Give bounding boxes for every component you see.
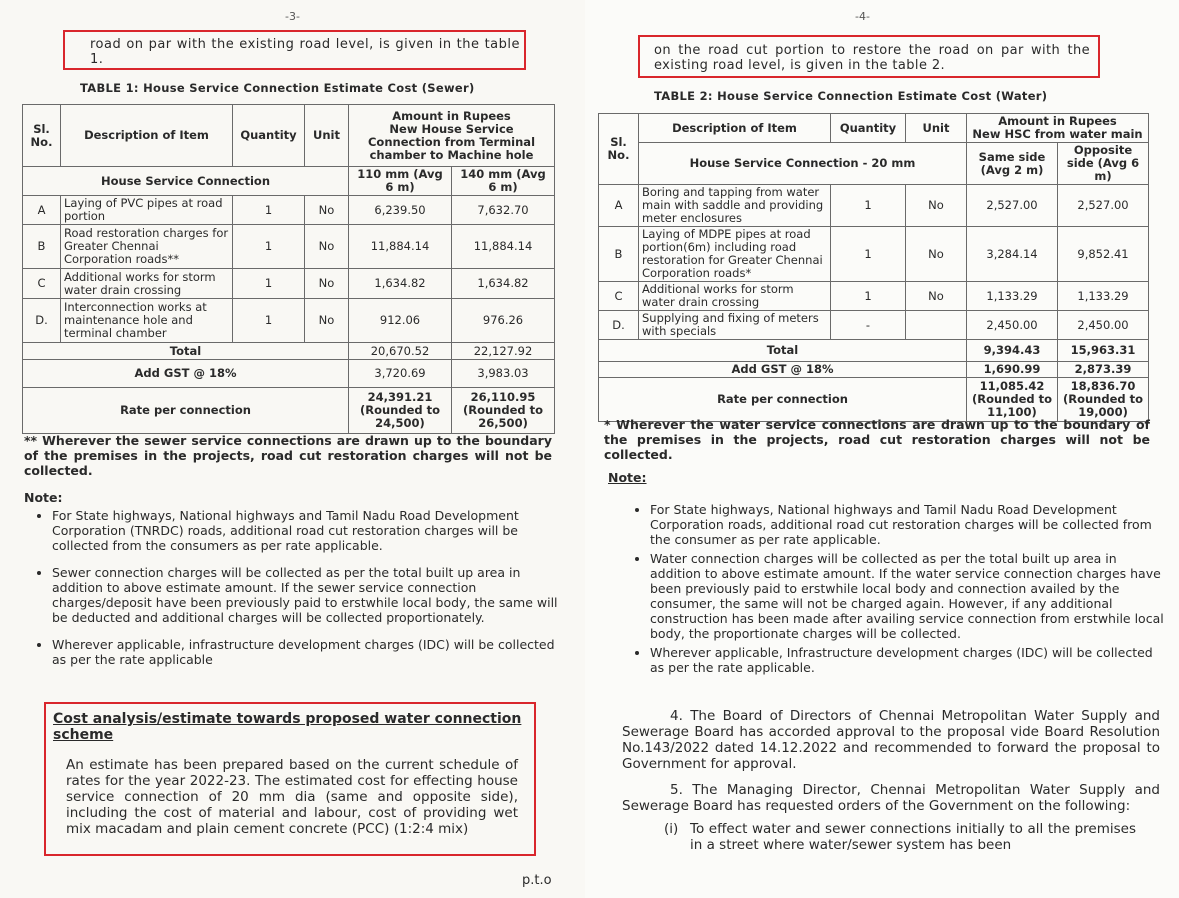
- cost-heading: Cost analysis/estimate towards proposed water connection scheme: [53, 711, 522, 743]
- gst-opposite: 2,873.39: [1058, 362, 1149, 378]
- row-quantity: 1: [233, 269, 305, 299]
- gst-label: Add GST @ 18%: [23, 360, 349, 388]
- row-amount-same: 1,133.29: [967, 282, 1058, 311]
- row-amount-opposite: 2,527.00: [1058, 185, 1149, 227]
- col-header-sl: Sl. No.: [599, 114, 639, 185]
- col-header-description: Description of Item: [639, 114, 831, 143]
- row-amount-same: 2,450.00: [967, 311, 1058, 340]
- row-amount-140: 1,634.82: [452, 269, 555, 299]
- table-title: TABLE 1: House Service Connection Estimate Cost (Sewer): [80, 81, 475, 95]
- table-row: [23, 299, 555, 343]
- footnote: * Wherever the water service connections are drawn up to the boundary of the premises in the projects, road cut restoration charges will not be collected.: [604, 417, 1150, 462]
- col-header-140mm: 140 mm (Avg 6 m): [452, 167, 555, 196]
- row-quantity: 1: [233, 299, 305, 343]
- row-unit: No: [305, 299, 349, 343]
- row-description: Interconnection works at maintenance hole and terminal chamber: [61, 299, 233, 343]
- page-4: [590, 0, 1179, 898]
- page-number: -3-: [285, 10, 300, 23]
- col-header-opposite-side: Opposite side (Avg 6 m): [1058, 143, 1149, 185]
- table-row: [599, 185, 1149, 227]
- table-row: [23, 225, 555, 269]
- gst-label: Add GST @ 18%: [599, 362, 967, 378]
- estimate-table-sewer: [22, 104, 555, 434]
- row-sl: D.: [23, 299, 61, 343]
- row-sl: B: [23, 225, 61, 269]
- row-quantity: 1: [233, 225, 305, 269]
- col-header-quantity: Quantity: [831, 114, 906, 143]
- rate-label: Rate per connection: [23, 388, 349, 434]
- note-item: • Wherever applicable, Infrastructure development charges (IDC) will be collected as per the rate applicable.: [650, 645, 1166, 675]
- row-amount-110: 6,239.50: [349, 196, 452, 225]
- row-amount-110: 11,884.14: [349, 225, 452, 269]
- row-description: Laying of MDPE pipes at road portion(6m) including road restoration for Greater Chennai Corporation roads*: [639, 227, 831, 282]
- row-sl: A: [23, 196, 61, 225]
- note-item: • Wherever applicable, infrastructure development charges (IDC) will be collected as per the rate applicable: [52, 637, 572, 667]
- estimate-table-water: [598, 113, 1149, 422]
- cost-paragraph: An estimate has been prepared based on the current schedule of rates for the year 2022-23. The estimated cost for effecting house service connection of 20 mm dia (same and opposite side), including the cost of material and labour, cost of providing wet mix macadam and plain cement concrete (PCC) (1:2:4 mix): [66, 757, 518, 837]
- rate-same: 11,085.42 (Rounded to 11,100): [967, 378, 1058, 422]
- row-description: Laying of PVC pipes at road portion: [61, 196, 233, 225]
- footnote: ** Wherever the sewer service connections are drawn up to the boundary of the premises in the projects, road cut restoration charges will not be collected.: [24, 433, 552, 478]
- gst-110: 3,720.69: [349, 360, 452, 388]
- paragraph-i-label: (i): [664, 821, 679, 837]
- total-label: Total: [23, 343, 349, 360]
- col-header-amount: [349, 105, 555, 167]
- total-110: 20,670.52: [349, 343, 452, 360]
- note-item: • Water connection charges will be collected as per the total built up area in addition to above estimate amount. If the water service connection charges have been previously paid to erstwhile local body and connection availed by the consumer, the same will not be charged again. However, if any additional construction has been made after availing service connection from erstwhile local body, the proportionate charges will be collected.: [650, 551, 1166, 641]
- row-sl: C: [599, 282, 639, 311]
- page-number: -4-: [855, 10, 870, 23]
- total-opposite: 15,963.31: [1058, 340, 1149, 362]
- row-quantity: 1: [233, 196, 305, 225]
- table-row: [599, 282, 1149, 311]
- paragraph-i: To effect water and sewer connections initially to all the premises in a street where water/sewer system has been: [690, 821, 1136, 853]
- row-unit: No: [906, 227, 967, 282]
- rate-110: 24,391.21 (Rounded to 24,500): [349, 388, 452, 434]
- paragraph-4: 4. The Board of Directors of Chennai Metropolitan Water Supply and Sewerage Board has accorded approval to the proposal vide Board Resolution No.143/2022 dated 14.12.2022 and recommended to forward the proposal to Government for approval.: [622, 708, 1160, 772]
- notes-list: [34, 508, 572, 679]
- table-row: [23, 196, 555, 225]
- table-row: [599, 227, 1149, 282]
- note-item: • Sewer connection charges will be collected as per the total built up area in addition to above estimate amount. If the sewer service connection charges/deposit have been previously paid to erstwhile local body, the same will be deducted and additional charges will be collected proportionately.: [52, 565, 572, 625]
- row-unit: No: [906, 185, 967, 227]
- row-quantity: 1: [831, 185, 906, 227]
- table-title: TABLE 2: House Service Connection Estimate Cost (Water): [654, 89, 1048, 103]
- total-label: Total: [599, 340, 967, 362]
- row-sl: B: [599, 227, 639, 282]
- row-amount-same: 3,284.14: [967, 227, 1058, 282]
- total-same: 9,394.43: [967, 340, 1058, 362]
- gst-same: 1,690.99: [967, 362, 1058, 378]
- row-amount-140: 7,632.70: [452, 196, 555, 225]
- row-quantity: 1: [831, 282, 906, 311]
- col-header-unit: Unit: [906, 114, 967, 143]
- row-unit: No: [305, 196, 349, 225]
- col-header-quantity: Quantity: [233, 105, 305, 167]
- col-header-same-side: Same side (Avg 2 m): [967, 143, 1058, 185]
- note-label: Note:: [24, 490, 63, 505]
- col-header-description: Description of Item: [61, 105, 233, 167]
- pto-mark: p.t.o: [522, 873, 552, 888]
- notes-list: [632, 502, 1166, 687]
- row-unit: No: [305, 225, 349, 269]
- table-row: [23, 269, 555, 299]
- amount-subtitle: New HSC from water main: [972, 127, 1143, 141]
- page-3: [0, 0, 585, 898]
- row-amount-140: 11,884.14: [452, 225, 555, 269]
- amount-title: Amount in Rupees: [998, 114, 1117, 128]
- rate-label: Rate per connection: [599, 378, 967, 422]
- row-sl: C: [23, 269, 61, 299]
- rate-opposite: 18,836.70 (Rounded to 19,000): [1058, 378, 1149, 422]
- rate-140: 26,110.95 (Rounded to 26,500): [452, 388, 555, 434]
- row-sl: D.: [599, 311, 639, 340]
- row-description: Boring and tapping from water main with saddle and providing meter enclosures: [639, 185, 831, 227]
- row-sl: A: [599, 185, 639, 227]
- table-row: [599, 311, 1149, 340]
- note-item: • For State highways, National highways and Tamil Nadu Road Development Corporation (TNRDC) roads, additional road cut restoration charges will be collected from the consumers as per rate applicable.: [52, 508, 572, 553]
- intro-text: on the road cut portion to restore the road on par with the existing road level, is given in the table 2.: [654, 43, 1090, 73]
- intro-text: road on par with the existing road level, is given in the table 1.: [90, 37, 520, 67]
- gst-140: 3,983.03: [452, 360, 555, 388]
- col-header-amount: [967, 114, 1149, 143]
- row-description: Supplying and fixing of meters with specials: [639, 311, 831, 340]
- row-description: Additional works for storm water drain crossing: [639, 282, 831, 311]
- row-unit: [906, 311, 967, 340]
- row-amount-110: 912.06: [349, 299, 452, 343]
- row-quantity: 1: [831, 227, 906, 282]
- row-amount-110: 1,634.82: [349, 269, 452, 299]
- total-140: 22,127.92: [452, 343, 555, 360]
- row-unit: No: [906, 282, 967, 311]
- row-unit: No: [305, 269, 349, 299]
- amount-title: Amount in Rupees: [392, 108, 511, 123]
- row-description: Additional works for storm water drain crossing: [61, 269, 233, 299]
- paragraph-5: 5. The Managing Director, Chennai Metropolitan Water Supply and Sewerage Board has requested orders of the Government on the following:: [622, 782, 1160, 814]
- row-amount-same: 2,527.00: [967, 185, 1058, 227]
- row-amount-opposite: 1,133.29: [1058, 282, 1149, 311]
- row-description: Road restoration charges for Greater Chennai Corporation roads**: [61, 225, 233, 269]
- row-amount-opposite: 2,450.00: [1058, 311, 1149, 340]
- note-item: • For State highways, National highways and Tamil Nadu Road Development Corporation roads, additional road cut restoration charges will be collected from the consumer as per rate applicable.: [650, 502, 1166, 547]
- col-header-sl: Sl. No.: [23, 105, 61, 167]
- col-header-110mm: 110 mm (Avg 6 m): [349, 167, 452, 196]
- row-amount-opposite: 9,852.41: [1058, 227, 1149, 282]
- row-amount-140: 976.26: [452, 299, 555, 343]
- row-quantity: -: [831, 311, 906, 340]
- amount-subtitle: New House Service Connection from Terminal chamber to Machine hole: [367, 121, 536, 162]
- section-header: House Service Connection - 20 mm: [639, 143, 967, 185]
- note-label: Note:: [608, 470, 647, 485]
- col-header-unit: Unit: [305, 105, 349, 167]
- section-header: House Service Connection: [23, 167, 349, 196]
